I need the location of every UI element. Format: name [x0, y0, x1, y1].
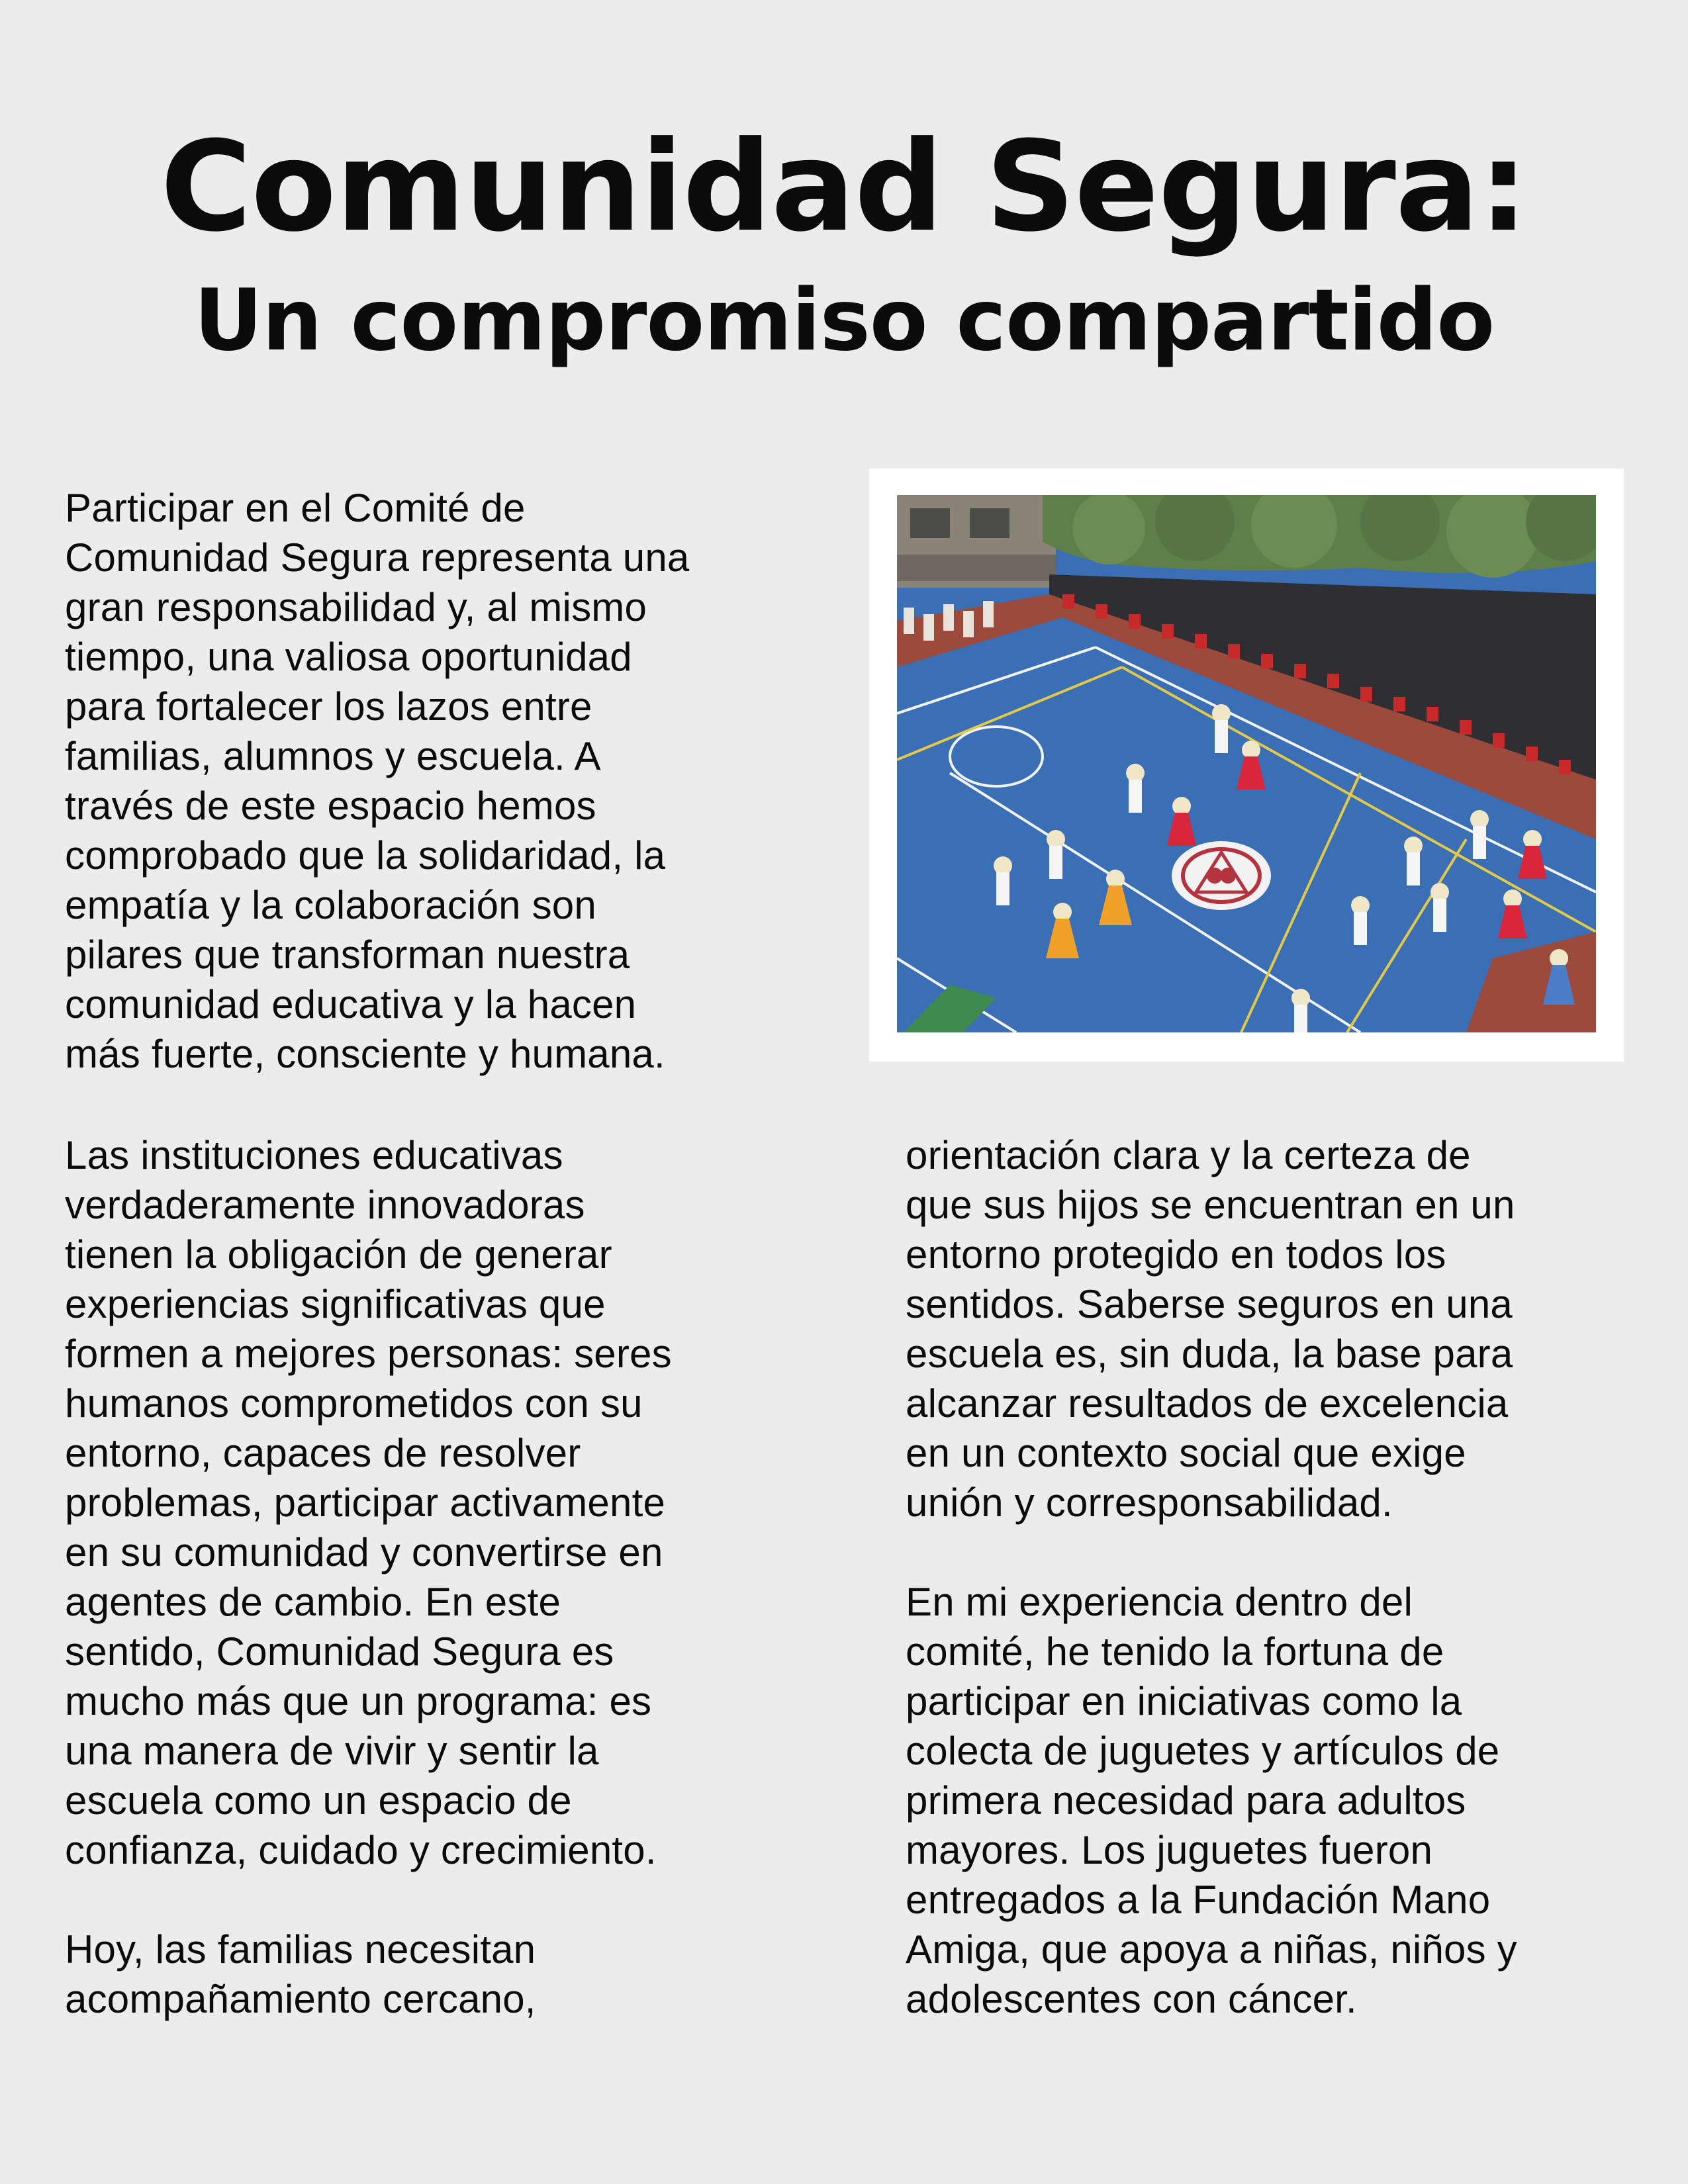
- text-line: comité, he tenido la fortuna de: [906, 1629, 1444, 1674]
- page-title: Comunidad Segura:: [160, 114, 1528, 259]
- paragraph-spacer: [906, 1527, 1517, 1577]
- text-line: empatía y la colaboración son: [65, 883, 596, 927]
- article-column-right-bottom: [906, 1130, 1517, 2024]
- text-line: sentido, Comunidad Segura es: [65, 1629, 614, 1674]
- text-line: colecta de juguetes y artículos de: [906, 1729, 1500, 1773]
- paragraph-families-start: [65, 1925, 672, 2024]
- text-line: Participar en el Comité de: [65, 486, 526, 530]
- text-line: humanos comprometidos con su: [65, 1381, 643, 1426]
- text-line: experiencias significativas que: [65, 1282, 606, 1326]
- text-line: orientación clara y la certeza de: [906, 1133, 1471, 1177]
- paragraph-experience: [906, 1577, 1517, 2024]
- text-line: que sus hijos se encuentran en un: [906, 1183, 1515, 1227]
- text-line: entorno, capaces de resolver: [65, 1431, 581, 1475]
- text-line: escuela es, sin duda, la base para: [906, 1332, 1513, 1376]
- text-line: problemas, participar activamente: [65, 1480, 666, 1525]
- text-line: entregados a la Fundación Mano: [906, 1878, 1491, 1922]
- courtyard-illustration: [897, 495, 1596, 1032]
- text-line: Las instituciones educativas: [65, 1133, 563, 1177]
- text-line: comprobado que la solidaridad, la: [65, 833, 666, 878]
- text-line: mayores. Los juguetes fueron: [906, 1828, 1433, 1872]
- page-subtitle: Un compromiso compartido: [193, 271, 1495, 370]
- paragraph-families-end: [906, 1130, 1517, 1527]
- paragraph-intro: [65, 483, 690, 1079]
- text-line: verdaderamente innovadoras: [65, 1183, 585, 1227]
- text-line: participar en iniciativas como la: [906, 1679, 1462, 1723]
- text-line: Comunidad Segura representa una: [65, 535, 690, 580]
- text-line: una manera de vivir y sentir la: [65, 1729, 599, 1773]
- text-line: pilares que transforman nuestra: [65, 933, 630, 977]
- text-line: sentidos. Saberse seguros en una: [906, 1282, 1513, 1326]
- text-line: adolescentes con cáncer.: [906, 1977, 1357, 2021]
- text-line: alcanzar resultados de excelencia: [906, 1381, 1509, 1426]
- text-line: acompañamiento cercano,: [65, 1977, 536, 2021]
- paragraph-institutions: [65, 1130, 672, 1875]
- text-line: para fortalecer los lazos entre: [65, 684, 592, 729]
- article-column-left-top: [65, 483, 690, 1079]
- photo-frame: [869, 469, 1624, 1062]
- paragraph-spacer: [65, 1875, 672, 1925]
- text-line: en un contexto social que exige: [906, 1431, 1466, 1475]
- text-line: En mi experiencia dentro del: [906, 1580, 1413, 1624]
- text-line: tienen la obligación de generar: [65, 1232, 612, 1277]
- text-line: en su comunidad y convertirse en: [65, 1530, 663, 1574]
- text-line: Hoy, las familias necesitan: [65, 1927, 536, 1972]
- text-line: agentes de cambio. En este: [65, 1580, 561, 1624]
- text-line: Amiga, que apoya a niñas, niños y: [906, 1927, 1517, 1972]
- text-line: familias, alumnos y escuela. A: [65, 734, 601, 778]
- text-line: tiempo, una valiosa oportunidad: [65, 635, 632, 679]
- text-line: más fuerte, consciente y humana.: [65, 1032, 665, 1076]
- text-line: comunidad educativa y la hacen: [65, 982, 637, 1026]
- text-line: formen a mejores personas: seres: [65, 1332, 672, 1376]
- text-line: primera necesidad para adultos: [906, 1778, 1466, 1823]
- text-line: mucho más que un programa: es: [65, 1679, 652, 1723]
- text-line: confianza, cuidado y crecimiento.: [65, 1828, 657, 1872]
- text-line: unión y corresponsabilidad.: [906, 1480, 1393, 1525]
- text-line: través de este espacio hemos: [65, 784, 596, 828]
- school-courtyard-dance-photo: [897, 495, 1596, 1032]
- text-line: entorno protegido en todos los: [906, 1232, 1446, 1277]
- text-line: escuela como un espacio de: [65, 1778, 572, 1823]
- text-line: gran responsabilidad y, al mismo: [65, 585, 647, 629]
- article-column-left-bottom: [65, 1130, 672, 2024]
